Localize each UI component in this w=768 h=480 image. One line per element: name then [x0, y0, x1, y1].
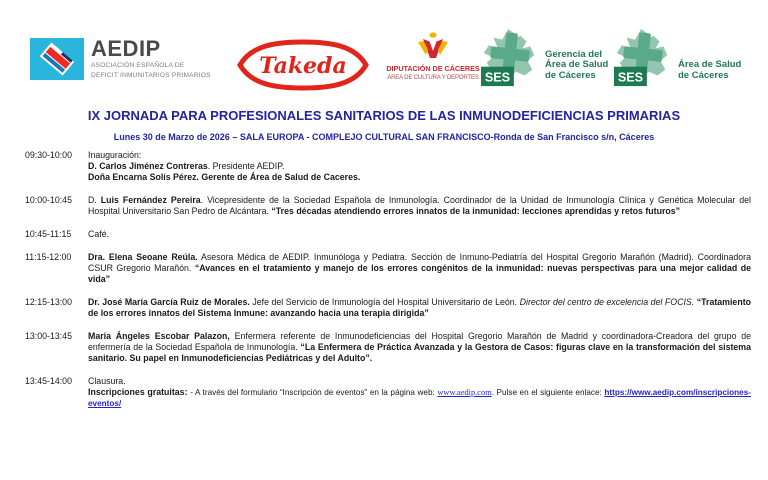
agenda-line [88, 331, 751, 364]
time-slot: 13:00-13:45 [25, 331, 72, 341]
time-slot: 10:00-10:45 [25, 195, 72, 205]
ses-gerencia-line-2: Área de Salud [545, 59, 609, 70]
time-slot: 13:45-14:00 [25, 376, 72, 386]
agenda-row [25, 252, 751, 285]
text-segment: Dr. José María García Ruiz de Morales. [88, 297, 250, 307]
diputacion-bird-icon [416, 31, 450, 61]
ses-acronym: SES [617, 70, 643, 85]
text-segment: Jefe del Servicio de Inmunología del Hospital Universitario de León. [249, 297, 520, 307]
agenda-line [88, 376, 751, 387]
agenda-row [25, 297, 751, 319]
text-segment: Enfermera referente de Inmunodeficiencias del Hospital Gregorio Marañón de Madrid y coordinadora-Creadora del grupo de enfermería de la Sociedad Española de Inmunología. [88, 331, 751, 352]
text-segment: Inscripciones gratuitas: [88, 387, 191, 397]
time-slot: 09:30-10:00 [25, 150, 72, 160]
agenda-line [88, 172, 751, 183]
agenda-line [88, 252, 751, 285]
agenda-line [88, 387, 751, 409]
text-segment: D. Carlos Jiménez Contreras [88, 161, 208, 171]
agenda-line [88, 161, 751, 172]
aedip-subtitle-2: DEFICIT INMUNITARIOS PRIMARIOS [91, 72, 211, 80]
agenda-item-text [88, 195, 751, 217]
text-segment: - A través del formulario “Inscripción de eventos” en la página web: [190, 388, 438, 397]
aedip-logo-icon [30, 38, 84, 80]
event-date-location: Lunes 30 de Marzo de 2026 – SALA EUROPA - COMPLEJO CULTURAL SAN FRANCISCO-Ronda de San Francisco s/n, Cáceres [113, 132, 655, 142]
text-segment: Maria Ángeles Escobar Palazon, [88, 331, 230, 341]
time-slot: 11:15-12:00 [25, 252, 72, 262]
diputacion-caceres-logo [382, 31, 484, 81]
hyperlink[interactable]: www.aedip.com [437, 388, 492, 397]
aedip-logo [30, 38, 211, 80]
takeda-wordmark: Takeda [259, 52, 347, 79]
agenda-row [25, 150, 751, 183]
text-segment: Director del centro de excelencia del FOCIS. [519, 297, 695, 307]
text-segment: . Presidente AEDIP. [207, 161, 285, 171]
aedip-subtitle-1: ASOCIACIÓN ESPAÑOLA DE [91, 62, 185, 69]
agenda-item-text [88, 150, 751, 183]
ses-area-logo [612, 26, 741, 90]
agenda-line [88, 229, 751, 240]
agenda-row [25, 195, 751, 217]
aedip-name: AEDIP [91, 36, 161, 61]
text-segment: Café. [88, 229, 110, 239]
agenda [25, 150, 751, 421]
agenda-item-text [88, 376, 751, 409]
text-segment: “Tres décadas atendiendo errores innatos de la inmunidad: lecciones aprendidas y retos futuros” [271, 206, 681, 216]
text-segment: D. [88, 195, 101, 205]
ses-gerencia-line-3: de Cáceres [545, 69, 596, 81]
text-segment: Doña Encarna Solís Pérez. Gerente de Área de Salud de Caceres. [88, 172, 361, 182]
time-slot: 12:15-13:00 [25, 297, 72, 307]
text-segment: “Tratamiento de los errores innatos del Sistema Inmune: avanzando hacia una terapia dirigida” [88, 297, 751, 318]
page-title: IX JORNADA PARA PROFESIONALES SANITARIOS DE LAS INMUNODEFICIENCIAS PRIMARIAS [87, 108, 681, 123]
text-segment: Clausura. [88, 376, 126, 386]
ses-gerencia-line-1: Gerencia del [545, 48, 603, 60]
ses-acronym: SES [484, 70, 510, 85]
text-segment: Dra. Elena Seoane Reúla. [88, 252, 198, 262]
agenda-line [88, 297, 751, 319]
agenda-line [88, 195, 751, 217]
text-segment: “La Enfermera de Práctica Avanzada y la Gestora de Casos: figuras clave en la transformación del sistema sanitario. Su papel en Inmunodeficiencias Pediátricas y del Adulto”. [88, 342, 751, 363]
agenda-item-text [88, 252, 751, 285]
ses-gerencia-logo [479, 26, 608, 90]
diputacion-subtitle: ÁREA DE CULTURA Y DEPORTES [387, 74, 479, 81]
agenda-item-text [88, 331, 751, 364]
ses-map-cross-icon [612, 26, 674, 90]
agenda-row [25, 331, 751, 364]
text-segment: . Pulse en el siguiente enlace: [491, 388, 605, 397]
text-segment: Inauguración: [88, 150, 142, 160]
ses-area-label [678, 60, 741, 90]
agenda-item-text [88, 229, 751, 240]
ses-map-cross-icon [479, 26, 541, 90]
text-segment: “Avances en el tratamiento y manejo de los errores congénitos de la inmunidad: nuevas perspectivas para una mejor calidad de vida” [88, 263, 751, 284]
ses-area-line-1: Área de Salud [678, 59, 742, 70]
diputacion-title: DIPUTACIÓN DE CÁCERES [386, 64, 480, 73]
hyperlink[interactable]: https://www.aedip.com/inscripciones-eventos/ [88, 388, 752, 408]
aedip-logo-text [91, 38, 211, 80]
ses-gerencia-label [545, 50, 608, 91]
agenda-item-text [88, 297, 751, 319]
agenda-row [25, 229, 751, 240]
agenda-row [25, 376, 751, 409]
text-segment: Luis Fernández Pereira [100, 195, 201, 205]
agenda-line [88, 150, 751, 161]
ses-area-line-2: de Cáceres [678, 69, 729, 81]
time-slot: 10:45-11:15 [25, 229, 72, 239]
text-segment: . Vicepresidente de la Sociedad Española de Inmunología. Coordinador de la Unidad de Inmunología Clínica y Genética Molecular del Hospital Universitario San Pedro de Alcántara. [88, 195, 751, 216]
takeda-logo [236, 38, 370, 92]
text-segment: Asesora Médica de AEDIP. Inmunóloga y Pediatra. Sección de Inmuno-Pediatría del Hospital Gregorio Marañón (Madrid). Coordinadora CSUR Gregorio Marañón. [88, 252, 751, 273]
